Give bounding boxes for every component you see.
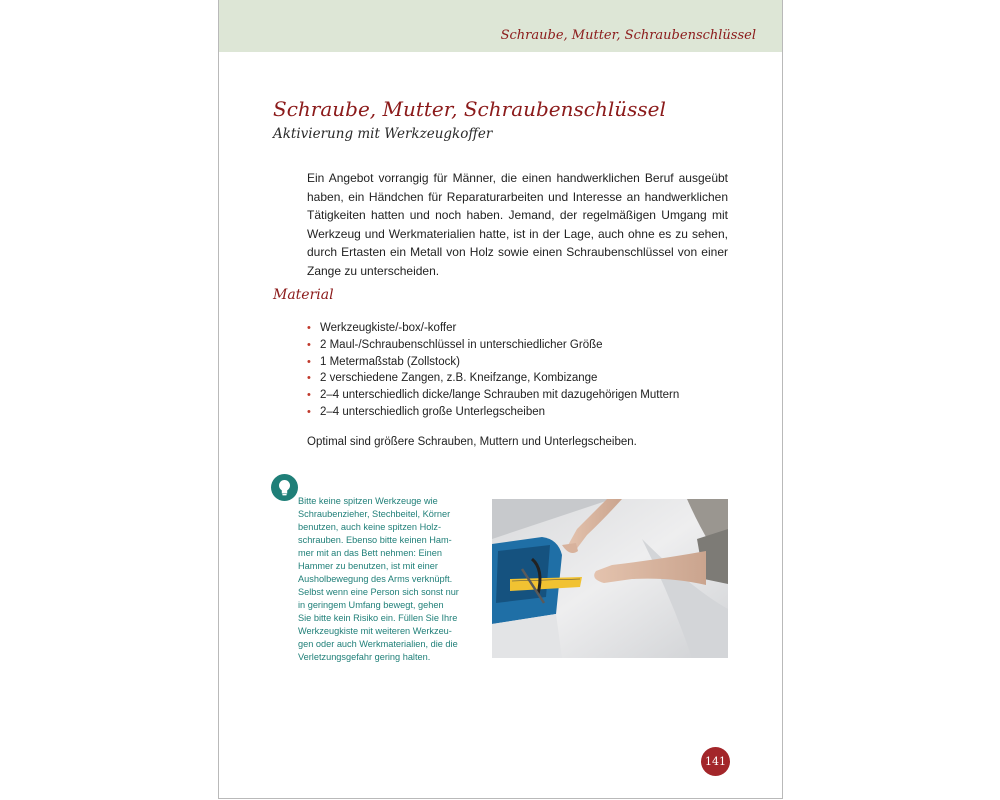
page-title: Schraube, Mutter, Schraubenschlüssel — [273, 97, 666, 121]
lightbulb-icon — [271, 474, 298, 501]
list-item: • 2 verschiedene Zangen, z.B. Kneifzange, Kombizange — [307, 370, 747, 387]
list-item: • 2–4 unterschiedlich große Unterlegscheiben — [307, 404, 747, 421]
running-header-title: Schraube, Mutter, Schraubenschlüssel — [500, 28, 756, 43]
book-page — [218, 0, 783, 799]
bullet-icon: • — [307, 405, 311, 418]
bullet-icon: • — [307, 372, 311, 385]
material-note: Optimal sind größere Schrauben, Muttern und Unterlegscheiben. — [307, 436, 637, 448]
list-item: • 2–4 unterschiedlich dicke/lange Schrauben mit dazugehörigen Muttern — [307, 387, 747, 404]
page-number-badge: 141 — [701, 747, 730, 776]
list-item: • Werkzeugkiste/-box/-koffer — [307, 320, 747, 337]
bullet-icon: • — [307, 355, 311, 368]
list-item: • 2 Maul-/Schraubenschlüssel in unterschiedlicher Größe — [307, 337, 747, 354]
bullet-icon: • — [307, 389, 311, 402]
bullet-icon: • — [307, 338, 311, 351]
intro-paragraph: Ein Angebot vorrangig für Männer, die einen handwerklichen Beruf ausgeübt haben, ein Händchen für Reparaturarbeiten und Interesse an handwerklichen Tätigkeiten hatten und noch haben. Jemand, der regelmäßigen Umgang mit Werkzeug und Werkmaterialien hatte, ist in der Lage, auch ohne es zu sehen, durch Ertasten ein Metall von Holz sowie einen Schraubenschlüssel von einer Zange zu unterscheiden. — [307, 171, 728, 278]
material-heading: Material — [273, 287, 334, 303]
tip-box-text: Bitte keine spitzen Werkzeuge wie Schraubenzieher, Stechbeitel, Körner benutzen, auch keine spitzen Holz- schrauben. Ebenso bitte keinen Ham- mer mit an das Bett nehmen: Einen Hammer zu benutzen, ist mit einer Ausholbewegung des Arms verknüpft. Selbst wenn eine Person sich sonst nur in geringem Umfang bewegt, gehen Sie bitte kein Risiko ein. Füllen Sie Ihre Werkzeugkiste mit weiteren Werkzeu- gen oder auch Werkmaterialien, die die Verletzungsgefahr gering halten. — [298, 496, 459, 662]
page-subtitle: Aktivierung mit Werkzeugkoffer — [273, 126, 493, 142]
photo-toolbox-on-bed — [492, 499, 728, 658]
list-item: • 1 Metermaßstab (Zollstock) — [307, 354, 747, 371]
bullet-icon: • — [307, 322, 311, 334]
running-header-band — [219, 0, 782, 52]
material-list — [307, 320, 747, 421]
